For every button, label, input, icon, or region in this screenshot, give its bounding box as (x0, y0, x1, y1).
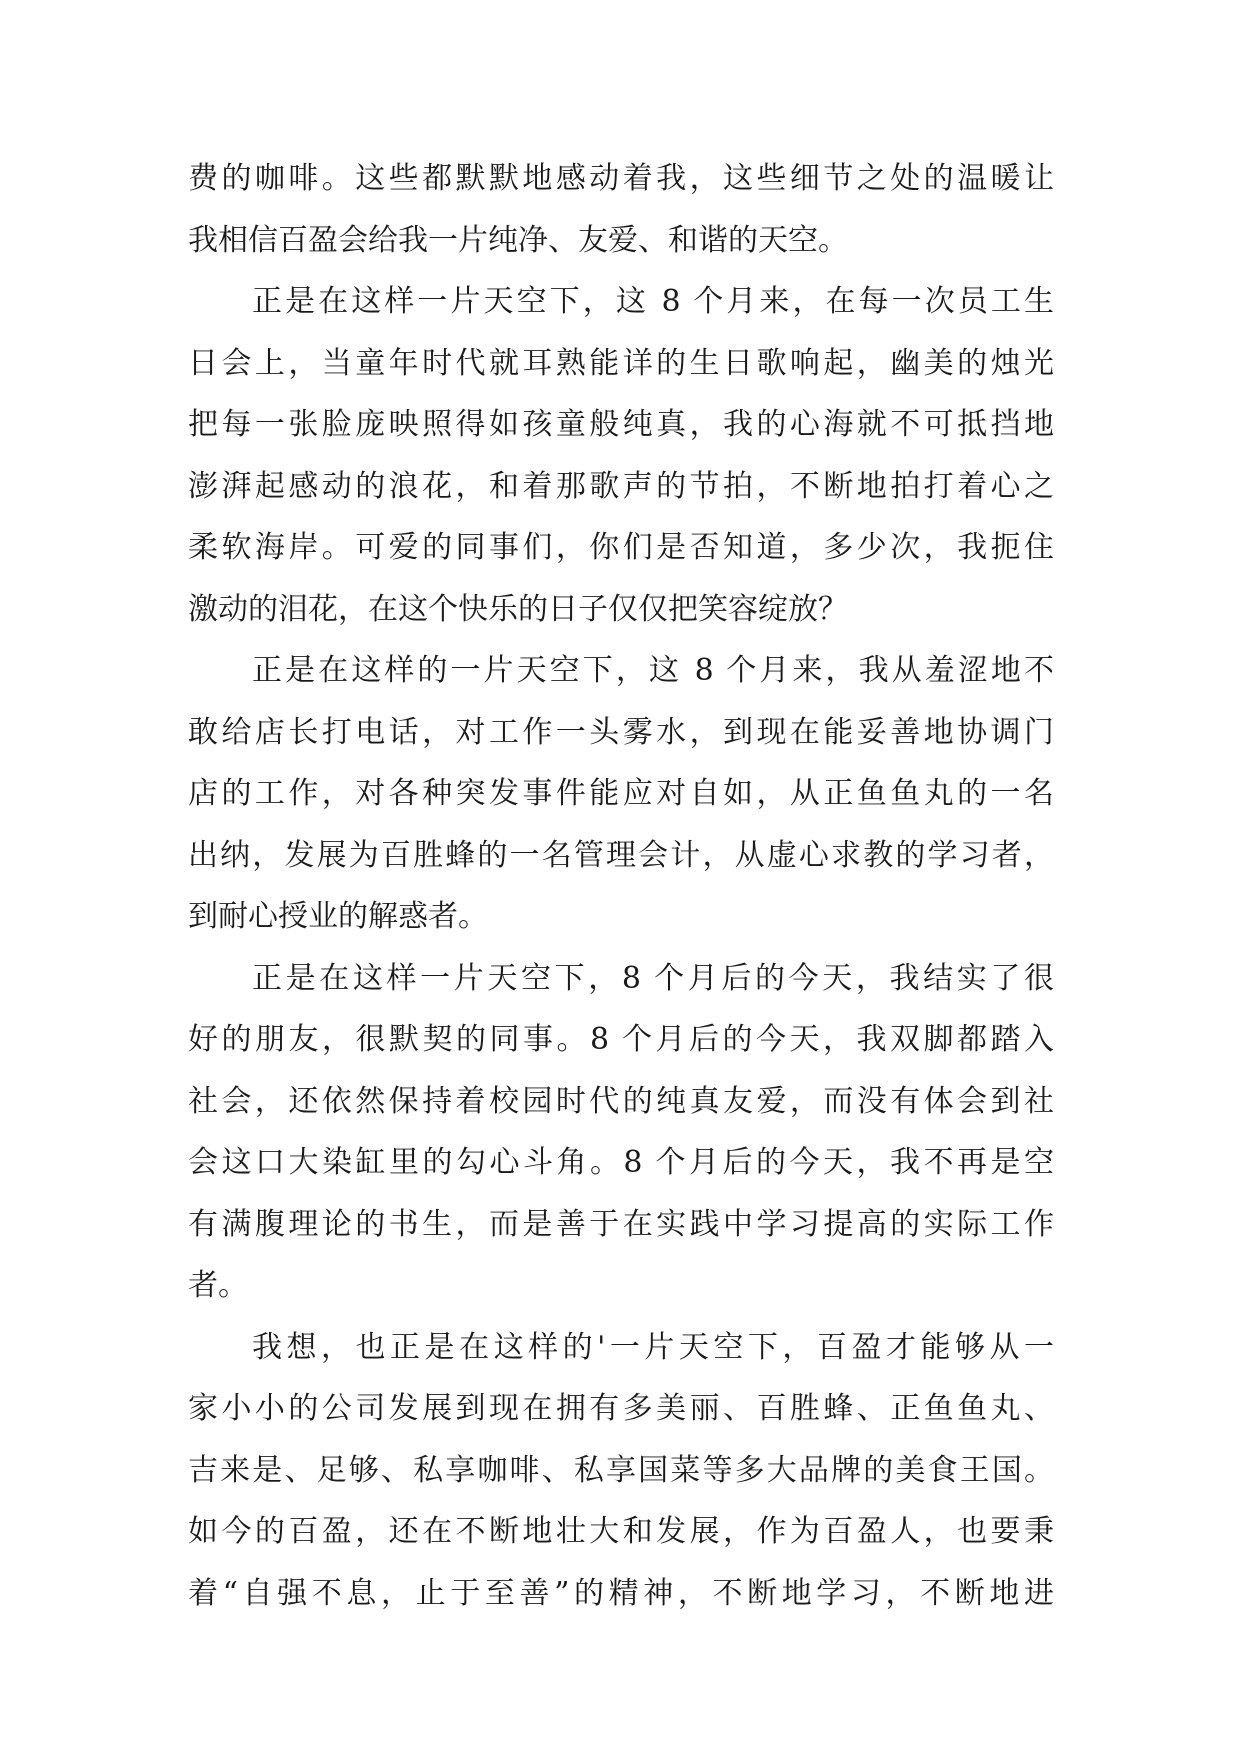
text-line: 正是在这样一片天空下，这 8 个月来，在每一次员工生 (252, 284, 1054, 319)
text-line: 会这口大染缸里的勾心斗角。8 个月后的今天，我不再是空 (188, 1145, 1054, 1180)
text-line: 把每一张脸庞映照得如孩童般纯真，我的心海就不可抵挡地 (188, 407, 1054, 442)
text-line: 出纳，发展为百胜蜂的一名管理会计，从虚心求教的学习者， (188, 837, 1054, 873)
text-line: 到耐心授业的解惑者。 (188, 899, 488, 934)
text-line: 柔软海岸。可爱的同事们，你们是否知道，多少次，我扼住 (188, 530, 1054, 565)
text-line: 正是在这样一片天空下，8 个月后的今天，我结实了很 (252, 960, 1054, 996)
text-line: 好的朋友，很默契的同事。8 个月后的今天，我双脚都踏入 (188, 1022, 1054, 1057)
text-line: 我相信百盈会给我一片纯净、友爱、和谐的天空。 (188, 222, 848, 258)
text-line: 有满腹理论的书生，而是善于在实践中学习提高的实际工作 (188, 1206, 1054, 1242)
text-line: 费的咖啡。这些都默默地感动着我，这些细节之处的温暖让 (188, 161, 1054, 196)
text-line: 吉来是、足够、私享咖啡、私享国菜等多大品牌的美食王国。 (188, 1452, 1054, 1488)
text-line: 社会，还依然保持着校园时代的纯真友爱，而没有体会到社 (188, 1083, 1054, 1119)
text-line: 日会上，当童年时代就耳熟能详的生日歌响起，幽美的烛光 (188, 345, 1054, 381)
text-line: 家小小的公司发展到现在拥有多美丽、百胜蜂、正鱼鱼丸、 (188, 1391, 1054, 1426)
text-line: 我想，也正是在这样的'一片天空下，百盈才能够从一 (252, 1329, 1054, 1365)
document-body (188, 148, 1054, 1624)
text-line: 如今的百盈，还在不断地壮大和发展，作为百盈人，也要秉 (188, 1514, 1054, 1549)
text-line: 澎湃起感动的浪花，和着那歌声的节拍，不断地拍打着心之 (188, 468, 1054, 504)
text-line: 店的工作，对各种突发事件能应对自如，从正鱼鱼丸的一名 (188, 776, 1054, 811)
text-line: 着“自强不息，止于至善”的精神，不断地学习，不断地进 (188, 1575, 1054, 1611)
text-line: 激动的泪花，在这个快乐的日子仅仅把笑容绽放？ (188, 591, 848, 627)
text-line: 正是在这样的一片天空下，这 8 个月来，我从羞涩地不 (252, 653, 1054, 688)
text-line: 敢给店长打电话，对工作一头雾水，到现在能妥善地协调门 (188, 714, 1054, 750)
text-line: 者。 (188, 1268, 248, 1303)
